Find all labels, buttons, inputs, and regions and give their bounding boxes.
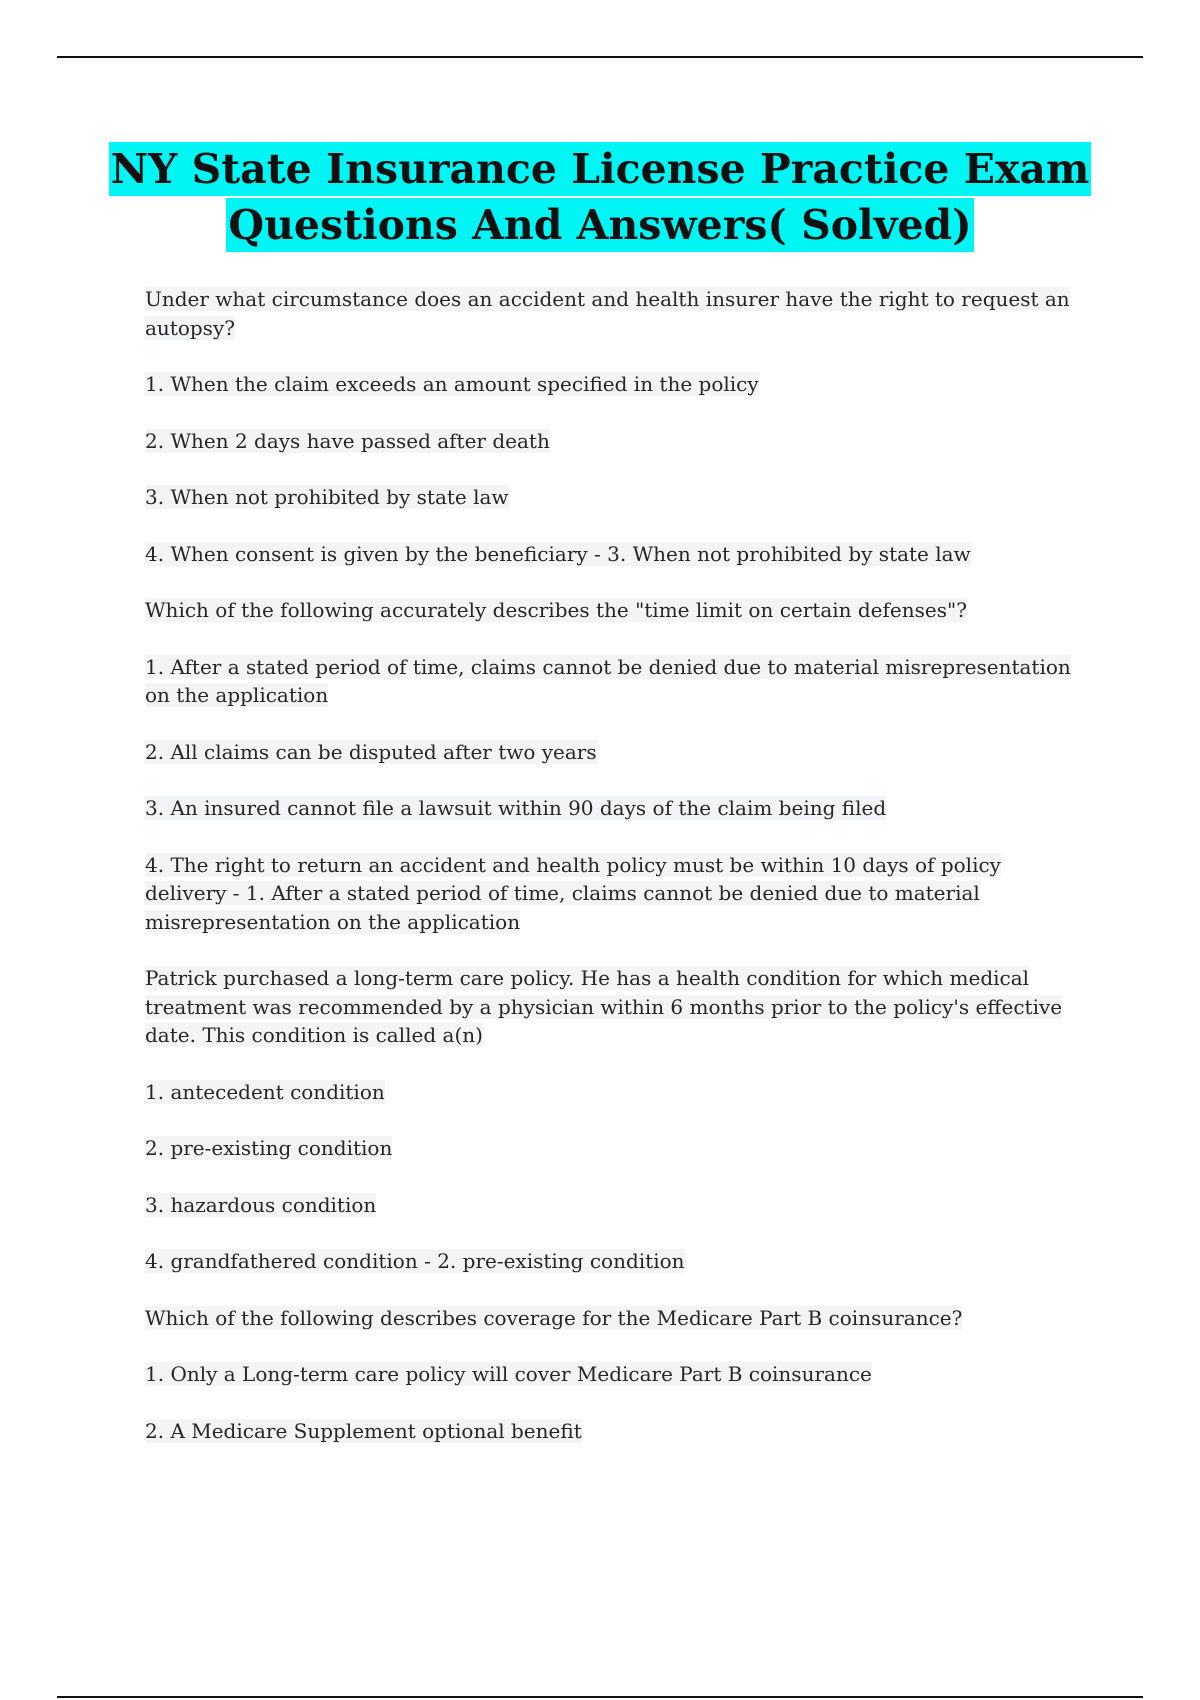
question-1-option-1: 1. When the claim exceeds an amount specified in the policy — [145, 372, 759, 396]
question-2-option-1: 1. After a stated period of time, claims cannot be denied due to material misrepresentation on the application — [145, 654, 1071, 707]
question-1-option-3: 3. When not prohibited by state law — [145, 485, 509, 509]
document-title — [60, 142, 1140, 252]
question-2: Which of the following accurately describes the "time limit on certain defenses"? — [145, 598, 967, 622]
question-1: Under what circumstance does an accident and health insurer have the right to request an autopsy? — [145, 287, 1070, 340]
question-2-option-3: 3. An insured cannot file a lawsuit within 90 days of the claim being filed — [145, 796, 887, 820]
question-3: Patrick purchased a long-term care policy. He has a health condition for which medical treatment was recommended by a physician within 6 months prior to the policy's effective date. This condition is called a(n) — [145, 966, 1063, 1047]
question-1-option-2: 2. When 2 days have passed after death — [145, 428, 550, 453]
question-3-option-3: 3. hazardous condition — [145, 1192, 377, 1217]
question-4-option-1: 1. Only a Long-term care policy will cover Medicare Part B coinsurance — [145, 1362, 872, 1386]
header-rule — [57, 56, 1143, 58]
question-2-option-4-answer: 4. The right to return an accident and health policy must be within 10 days of policy delivery - 1. After a stated period of time, claims cannot be denied due to material misrepresentation on the application — [145, 852, 1001, 934]
question-4: Which of the following describes coverage for the Medicare Part B coinsurance? — [145, 1305, 963, 1330]
title-line-1: NY State Insurance License Practice Exam — [109, 142, 1092, 196]
question-1-option-4-answer: 4. When consent is given by the beneficiary - 3. When not prohibited by state law — [145, 541, 971, 566]
question-4-option-2: 2. A Medicare Supplement optional benefit — [145, 1418, 582, 1443]
question-3-option-1: 1. antecedent condition — [145, 1079, 385, 1104]
question-2-option-2: 2. All claims can be disputed after two years — [145, 739, 597, 764]
document-body — [145, 285, 1085, 1473]
title-line-2: Questions And Answers( Solved) — [226, 198, 973, 252]
question-3-option-2: 2. pre-existing condition — [145, 1136, 393, 1160]
footer-rule — [57, 1696, 1143, 1698]
question-3-option-4-answer: 4. grandfathered condition - 2. pre-existing condition — [145, 1249, 685, 1273]
